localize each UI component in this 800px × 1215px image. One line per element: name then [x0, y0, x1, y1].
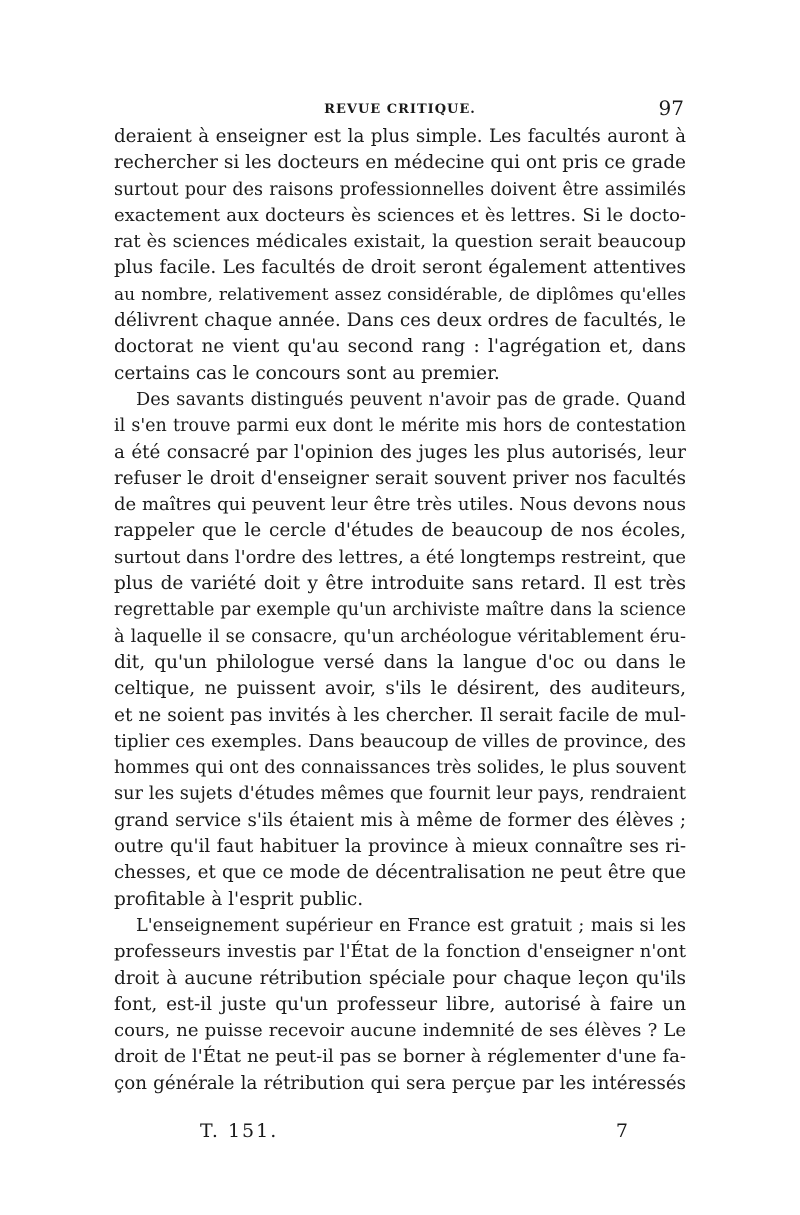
text-line: doctorat ne vient qu'au second rang : l'agrégation et, dans — [114, 336, 686, 358]
text-line: exactement aux docteurs ès sciences et ès lettres. Si le docto- — [114, 204, 686, 226]
text-line: a été consacré par l'opinion des juges les plus autorisés, leur — [114, 441, 686, 463]
running-head — [114, 96, 686, 122]
text-line: rechercher si les docteurs en médecine qui ont pris ce grade — [114, 152, 686, 174]
text-line: profitable à l'esprit public. — [114, 888, 364, 910]
text-line: tiplier ces exemples. Dans beaucoup de villes de province, des — [114, 730, 686, 752]
text-line: surtout pour des raisons professionnelles doivent être assimilés — [114, 179, 686, 200]
text-line: de maîtres qui peuvent leur être très utiles. Nous devons nous — [114, 494, 686, 516]
sheet-number: 7 — [615, 1120, 628, 1142]
text-line: Des savants distingués peuvent n'avoir pas de grade. Quand — [136, 389, 686, 410]
text-line: à laquelle il se consacre, qu'un archéologue véritablement éru- — [114, 626, 686, 647]
page-footer — [114, 1120, 686, 1150]
text-line: droit à aucune rétribution spéciale pour chaque leçon qu'ils — [114, 967, 686, 989]
body-text — [114, 124, 686, 1097]
text-line: regrettable par exemple qu'un archiviste maître dans la science — [114, 600, 686, 621]
text-line: au nombre, relativement assez considérable, de diplômes qu'elles — [114, 284, 686, 305]
text-line: droit de l'État ne peut-il pas se borner à réglementer d'une fa- — [114, 1046, 686, 1068]
text-line: celtique, ne puissent avoir, s'ils le désirent, des auditeurs, — [114, 678, 686, 700]
signature-mark: T. 151. — [200, 1120, 279, 1142]
text-line: plus de variété doit y être introduite sans retard. Il est très — [114, 573, 686, 595]
text-line: cours, ne puisse recevoir aucune indemnité de ses élèves ? Le — [114, 1020, 686, 1042]
text-line: font, est-il juste qu'un professeur libre, autorisé à faire un — [114, 993, 686, 1015]
text-line: refuser le droit d'enseigner serait souvent priver nos facultés — [114, 467, 686, 489]
text-line: plus facile. Les facultés de droit seront également attentives — [114, 257, 686, 279]
text-line: chesses, et que ce mode de décentralisation ne peut être que — [114, 862, 686, 884]
text-line: outre qu'il faut habituer la province à mieux connaître ses ri- — [114, 836, 686, 858]
text-line: certains cas le concours sont au premier. — [114, 362, 500, 384]
text-line: délivrent chaque année. Dans ces deux ordres de facultés, le — [114, 310, 686, 332]
text-line: professeurs investis par l'État de la fonction d'enseigner n'ont — [114, 941, 686, 963]
running-title: REVUE CRITIQUE. — [324, 102, 476, 117]
text-line: rat ès sciences médicales existait, la question serait beaucoup — [114, 231, 686, 253]
page-number: 97 — [658, 96, 684, 120]
text-line: hommes qui ont des connaissances très solides, le plus souvent — [114, 758, 686, 779]
text-line: et ne soient pas invités à les chercher. Il serait facile de mul- — [114, 704, 686, 726]
text-line: rappeler que le cercle d'études de beaucoup de nos écoles, — [114, 520, 686, 542]
text-line: dit, qu'un philologue versé dans la langue d'oc ou dans le — [114, 651, 686, 673]
text-line: L'enseignement supérieur en France est gratuit ; mais si les — [136, 915, 686, 936]
text-line: sur les sujets d'études mêmes que fournit leur pays, rendraient — [114, 784, 686, 805]
text-line: çon générale la rétribution qui sera perçue par les intéressés — [114, 1072, 686, 1094]
text-line: il s'en trouve parmi eux dont le mérite mis hors de contestation — [114, 416, 686, 437]
text-line: deraient à enseigner est la plus simple. Les facultés auront à — [114, 126, 686, 147]
text-line: grand service s'ils étaient mis à même de former des élèves ; — [114, 809, 686, 831]
text-line: surtout dans l'ordre des lettres, a été longtemps restreint, que — [114, 546, 687, 568]
